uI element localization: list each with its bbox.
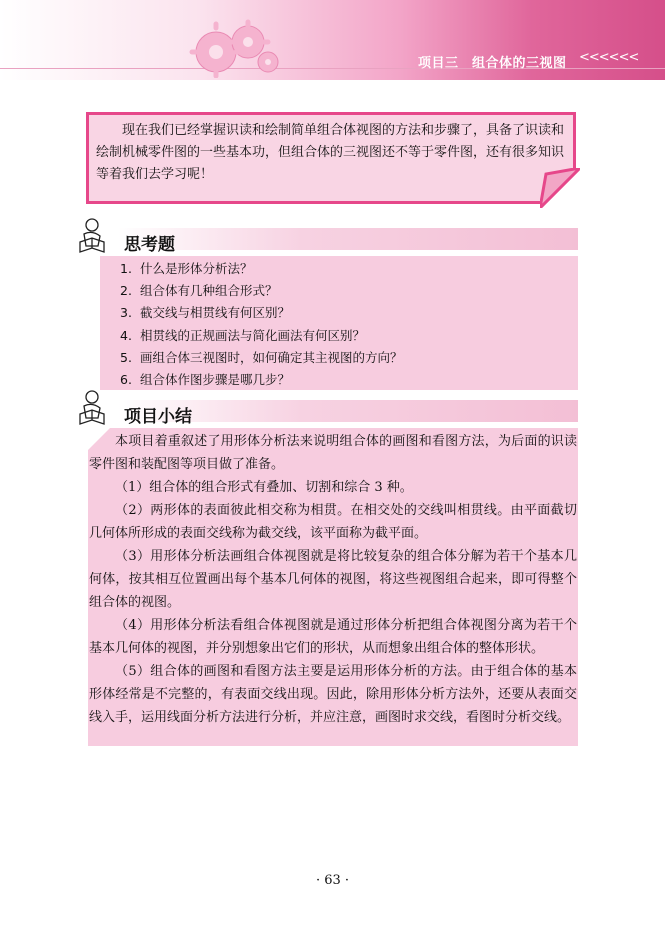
- intro-text: 现在我们已经掌握识读和绘制简单组合体视图的方法和步骤了，具备了识读和绘制机械零件图的一些基本功，但组合体的三视图还不等于零件图，还有很多知识等着我们去学习呢！: [96, 123, 565, 182]
- summary-paragraph: （1）组合体的组合形式有叠加、切割和综合 3 种。: [115, 480, 413, 495]
- list-item: 6. 组合体作图步骤是哪几步？: [120, 372, 291, 388]
- list-item: 5. 画组合体三视图时，如何确定其主视图的方向？: [120, 349, 403, 365]
- reading-person-icon: [74, 216, 110, 256]
- summary-paragraph: （2）两形体的表面彼此相交称为相贯。在相交处的交线叫相贯线。由平面截切几何体所形成的表面交线称为截交线，该平面称为截平面。: [89, 503, 577, 541]
- summary-title: 项目小结: [124, 407, 192, 427]
- list-item: 3. 截交线与相贯线有何区别？: [120, 305, 291, 321]
- reading-person-icon: [74, 388, 110, 428]
- chapter-title: 项目三 组合体的三视图: [418, 56, 567, 71]
- page-number: · 63 ·: [315, 873, 350, 888]
- summary-body: [89, 430, 577, 729]
- list-item: 1. 什么是形体分析法？: [120, 261, 253, 276]
- questions-title-bar: [118, 228, 578, 250]
- list-item: 2. 组合体有几种组合形式？: [120, 283, 278, 299]
- chevron-decoration: <<<<<<: [579, 50, 639, 65]
- summary-paragraph: （5）组合体的画图和看图方法主要是运用形体分析的方法。由于组合体的基本形体经常是不完整的，有表面交线出现。因此，除用形体分析方法外，还要从表面交线入手，运用线面分析方法进行分析，并应注意，画图时求交线，看图时分析交线。: [89, 664, 577, 725]
- summary-paragraph: 本项目着重叙述了用形体分析法来说明组合体的画图和看图方法，为后面的识读零件图和装配图等项目做了准备。: [89, 434, 577, 472]
- gears-icon: [186, 12, 286, 78]
- questions-title: 思考题: [124, 235, 175, 255]
- summary-paragraph: （3）用形体分析法画组合体视图就是将比较复杂的组合体分解为若干个基本几何体，按其相互位置画出每个基本几何体的视图，将这些视图组合起来，即可得整个组合体的视图。: [89, 549, 577, 610]
- questions-list: [120, 258, 403, 391]
- summary-paragraph: （4）用形体分析法看组合体视图就是通过形体分析把组合体视图分离为若干个基本几何体的视图，并分别想象出它们的形状，从而想象出组合体的整体形状。: [89, 618, 577, 656]
- list-item: 4. 相贯线的正规画法与简化画法有何区别？: [120, 327, 366, 343]
